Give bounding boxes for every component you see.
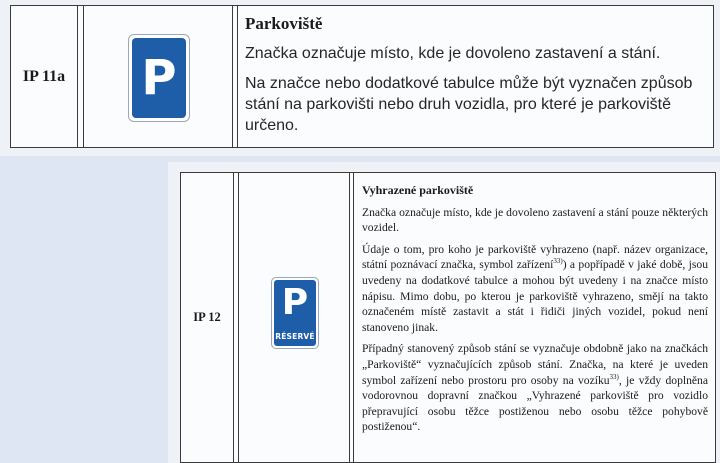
sign-code-ip12: IP 12 <box>181 173 234 462</box>
table-ip11a <box>0 0 720 156</box>
reserved-sign-letter: P <box>281 282 309 323</box>
sign-title-ip12: Vyhrazené parkoviště <box>362 183 474 197</box>
parking-sign-letter: P <box>132 38 186 118</box>
reserved-parking-sign-icon <box>271 277 319 349</box>
description-paragraph-2: Na značce nebo dodatkové tabulce může být vyznačen způsob stání na parkovišti nebo druh vozidla, pro které je parkoviště určeno. <box>245 75 693 134</box>
description-ip12-paragraph-1: Značka označuje místo, kde je dovoleno zastavení a stání pouze některých vozidel. <box>362 205 708 235</box>
sign-cell-ip11a <box>83 6 233 147</box>
sign-code-ip11a: IP 11a <box>11 6 78 147</box>
reserved-sign-label: RÉSERVÉ <box>275 332 315 341</box>
sign-cell-ip12 <box>238 173 350 462</box>
description-ip12 <box>353 173 715 462</box>
description-paragraph-1: Značka označuje místo, kde je dovoleno zastavení a stání. <box>245 45 661 62</box>
table-ip11a-sheet <box>10 5 714 148</box>
description-ip12-paragraph-2: Údaje o tom, pro koho je parkoviště vyhrazeno (např. název organizace, státní poznávací značka, symbol zařízení$^{33)}$) a popřípadě v jaké době, jsou uvedeny na dodatkové tabulce a mohou být uvedeny i na značce místo nápisu. Mimo dobu, po kterou je parkoviště vyhrazeno, smějí na takto označeném místě zastavit a stát i řidiči jiných vozidel, pokud není stanoveno jinak. <box>362 242 708 334</box>
parking-sign-icon <box>128 34 190 122</box>
description-ip11a <box>237 6 713 147</box>
footnote-ref: 33) <box>553 257 563 266</box>
description-ip12-paragraph-3: Případný stanovený způsob stání se vyznačuje obdobně jako na značkách „Parkoviště“ vyznačujících způsob stání. Značka, na které je uveden symbol zařízení nebo prostoru pro osoby na vozíku$^{33)}$, je vždy doplněna vodorovnou dopravní značkou „Vyhrazené parkoviště pro vozidlo přepravující osobu těžce postiženou nebo osobu těžce pohybově postiženou“. <box>362 342 708 434</box>
footnote-ref: 33) <box>609 372 619 381</box>
sign-title-ip11a: Parkoviště <box>245 14 323 33</box>
table-ip12 <box>168 162 720 463</box>
table-ip12-sheet <box>180 172 716 463</box>
